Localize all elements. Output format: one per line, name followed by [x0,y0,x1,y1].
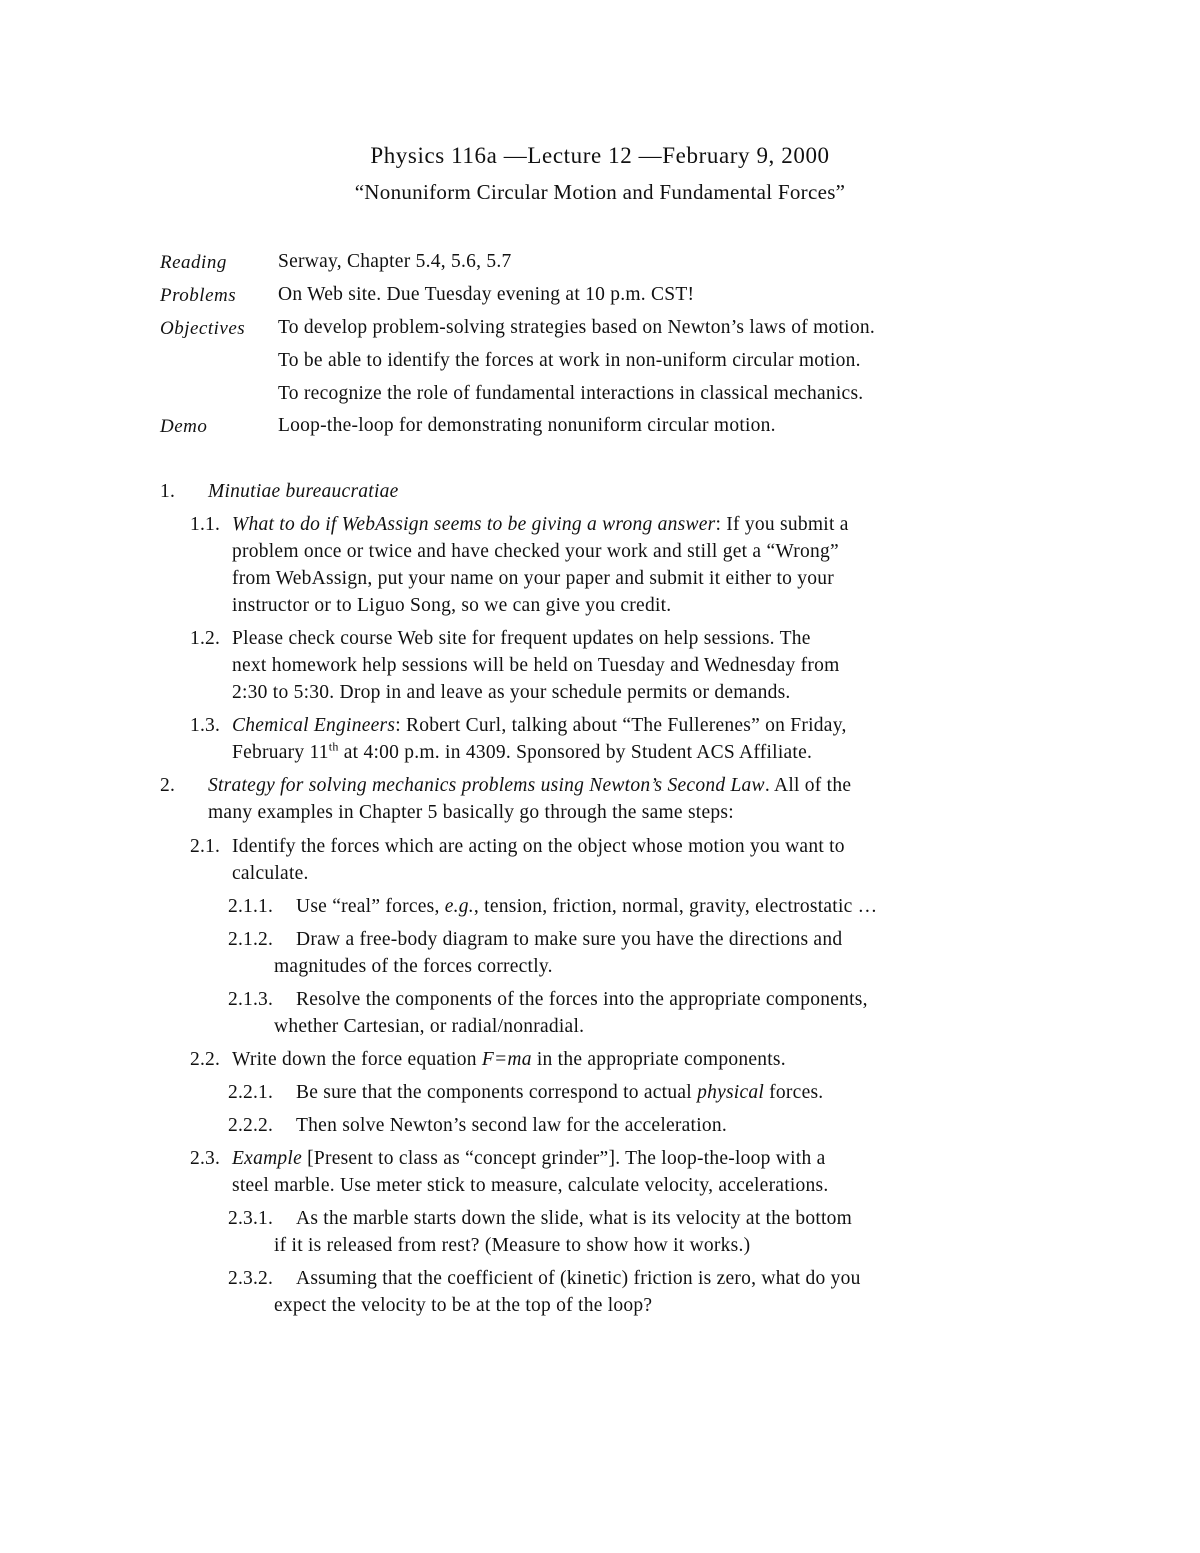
item-text: instructor or to Liguo Song, so we can give you credit. [232,595,672,616]
subitem-text: Then solve Newton’s second law for the acceleration. [296,1115,728,1136]
section-number: 1. [160,481,176,502]
subitem-number: 2.1.1. [228,896,274,917]
subitem-number: 2.3.1. [228,1208,274,1229]
item-text: problem once or twice and have checked your work and still get a “Wrong” [232,541,839,562]
reading-label: Reading [160,252,227,273]
item-text: Chemical Engineers: Robert Curl, talking about “The Fullerenes” on Friday, [232,715,847,736]
section-text: many examples in Chapter 5 basically go through the same steps: [208,802,734,823]
problems-value: On Web site. Due Tuesday evening at 10 p.m. CST! [278,284,695,305]
section-title: Strategy for solving mechanics problems using Newton’s Second Law. All of the [208,775,852,796]
item-text: 2:30 to 5:30. Drop in and leave as your schedule permits or demands. [232,682,791,703]
subitem-text: Assuming that the coefficient of (kinetic) friction is zero, what do you [296,1268,861,1289]
subitem-number: 2.3.2. [228,1268,274,1289]
item-text: February 11th at 4:00 p.m. in 4309. Sponsored by Student ACS Affiliate. [232,739,813,763]
item-lead: What to do if WebAssign seems to be giving a wrong answer [232,514,716,535]
item-number: 2.3. [190,1148,221,1169]
item-number: 1.3. [190,715,221,736]
problems-label: Problems [160,285,237,306]
subitem-text: Resolve the components of the forces into the appropriate components, [296,989,868,1010]
item-text: calculate. [232,863,309,884]
item-text: steel marble. Use meter stick to measure, calculate velocity, accelerations. [232,1175,829,1196]
subitem-number: 2.1.3. [228,989,274,1010]
subitem-text: magnitudes of the forces correctly. [274,956,553,977]
objectives-label: Objectives [160,318,246,339]
subitem-text: Draw a free-body diagram to make sure you have the directions and [296,929,843,950]
subitem-text: if it is released from rest? (Measure to show how it works.) [274,1235,751,1256]
subitem-text: Be sure that the components correspond to actual physical forces. [296,1082,824,1103]
page-subtitle: “Nonuniform Circular Motion and Fundamental Forces” [354,180,846,204]
item-text: Please check course Web site for frequent updates on help sessions. The [232,628,811,649]
item-text: What to do if WebAssign seems to be giving a wrong answer: If you submit a [232,514,849,535]
reading-value: Serway, Chapter 5.4, 5.6, 5.7 [278,251,512,272]
item-lead: Example [232,1148,302,1169]
item-text: Write down the force equation F=ma in the appropriate components. [232,1049,786,1070]
subitem-text: Use “real” forces, e.g., tension, friction, normal, gravity, electrostatic … [296,896,878,917]
item-text: from WebAssign, put your name on your paper and submit it either to your [232,568,835,589]
section-title: Minutiae bureaucratiae [208,481,399,502]
subitem-text: whether Cartesian, or radial/nonradial. [274,1016,585,1037]
section-number: 2. [160,775,176,796]
subitem-text: expect the velocity to be at the top of the loop? [274,1295,653,1316]
item-number: 2.1. [190,836,221,857]
item-number: 1.2. [190,628,221,649]
objective-line: To develop problem-solving strategies based on Newton’s laws of motion. [278,317,875,338]
subitem-number: 2.1.2. [228,929,274,950]
item-lead: Chemical Engineers [232,715,396,736]
demo-label: Demo [160,416,208,437]
objective-line: To recognize the role of fundamental interactions in classical mechanics. [278,383,864,404]
item-number: 2.2. [190,1049,221,1070]
page-title: Physics 116a —Lecture 12 —February 9, 2000 [370,143,830,168]
item-text: Example [Present to class as “concept grinder”]. The loop-the-loop with a [232,1148,826,1169]
subitem-number: 2.2.1. [228,1082,274,1103]
item-number: 1.1. [190,514,221,535]
item-text: Identify the forces which are acting on the object whose motion you want to [232,836,845,857]
subitem-number: 2.2.2. [228,1115,274,1136]
item-text: next homework help sessions will be held on Tuesday and Wednesday from [232,655,840,676]
demo-value: Loop-the-loop for demonstrating nonuniform circular motion. [278,415,776,436]
subitem-text: As the marble starts down the slide, what is its velocity at the bottom [296,1208,853,1229]
objective-line: To be able to identify the forces at work in non-uniform circular motion. [278,350,861,371]
